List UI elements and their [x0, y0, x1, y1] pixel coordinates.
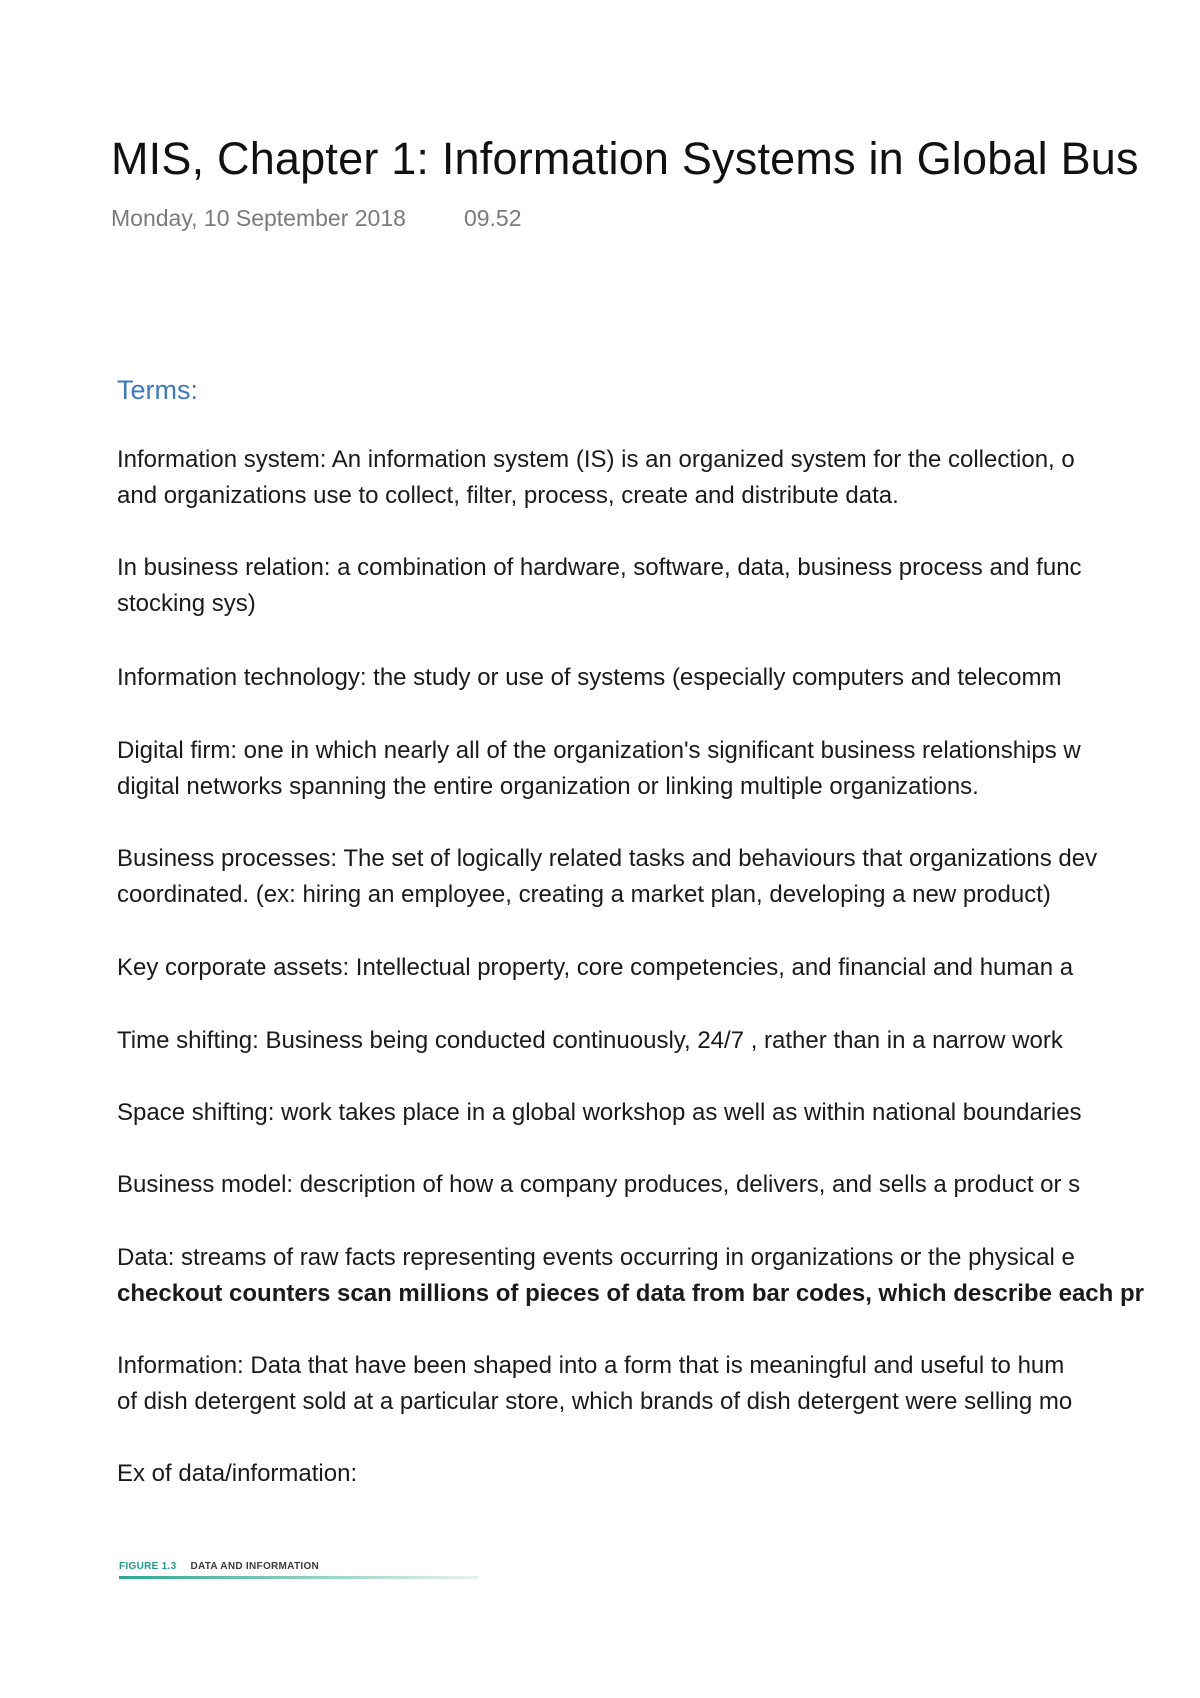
note-time: 09.52: [463, 205, 522, 231]
data-information-example-label: Ex of data/information:: [117, 1460, 358, 1487]
note-date: Monday, 10 September 2018: [111, 205, 406, 231]
term-information-system-line-1: Information system: An information system (IS) is an organized system for the collection, o: [117, 446, 1075, 473]
term-information-technology-line-1: Information technology: the study or use of systems (especially computers and telecomm: [117, 664, 1062, 691]
term-digital-firm-line-2: digital networks spanning the entire organization or linking multiple organizations.: [117, 773, 979, 800]
note-title: MIS, Chapter 1: Information Systems in Global Bus: [111, 133, 1139, 184]
term-business-processes-line-2: coordinated. (ex: hiring an employee, creating a market plan, developing a new product): [117, 881, 1051, 908]
term-business-processes-line-1: Business processes: The set of logically related tasks and behaviours that organizations dev: [117, 845, 1098, 872]
figure-rule-divider: [119, 1576, 479, 1579]
term-information-line-2: of dish detergent sold at a particular store, which brands of dish detergent were selling mo: [117, 1388, 1073, 1415]
term-key-corporate-assets-line-1: Key corporate assets: Intellectual property, core competencies, and financial and human a: [117, 954, 1074, 981]
figure-caption: [119, 1561, 319, 1572]
term-business-relation-line-2: stocking sys): [117, 590, 256, 617]
term-business-model-line-1: Business model: description of how a company produces, delivers, and sells a product or s: [117, 1171, 1081, 1198]
term-information-line-1: Information: Data that have been shaped into a form that is meaningful and useful to hum: [117, 1352, 1065, 1379]
term-time-shifting-line-1: Time shifting: Business being conducted continuously, 24/7 , rather than in a narrow work: [117, 1027, 1063, 1054]
term-information-system-line-2: and organizations use to collect, filter, process, create and distribute data.: [117, 482, 899, 509]
term-space-shifting-line-1: Space shifting: work takes place in a global workshop as well as within national boundaries: [117, 1099, 1082, 1126]
section-heading-terms: Terms:: [117, 375, 198, 405]
note-meta: [111, 205, 522, 232]
term-data-line-1: Data: streams of raw facts representing events occurring in organizations or the physical e: [117, 1244, 1075, 1271]
term-digital-firm-line-1: Digital firm: one in which nearly all of the organization's significant business relationships w: [117, 737, 1081, 764]
term-business-relation-line-1: In business relation: a combination of hardware, software, data, business process and func: [117, 554, 1082, 581]
figure-number: FIGURE 1.3: [119, 1561, 177, 1572]
term-data-line-2: checkout counters scan millions of pieces of data from bar codes, which describe each pr: [117, 1280, 1144, 1307]
figure-title: DATA AND INFORMATION: [190, 1561, 320, 1572]
